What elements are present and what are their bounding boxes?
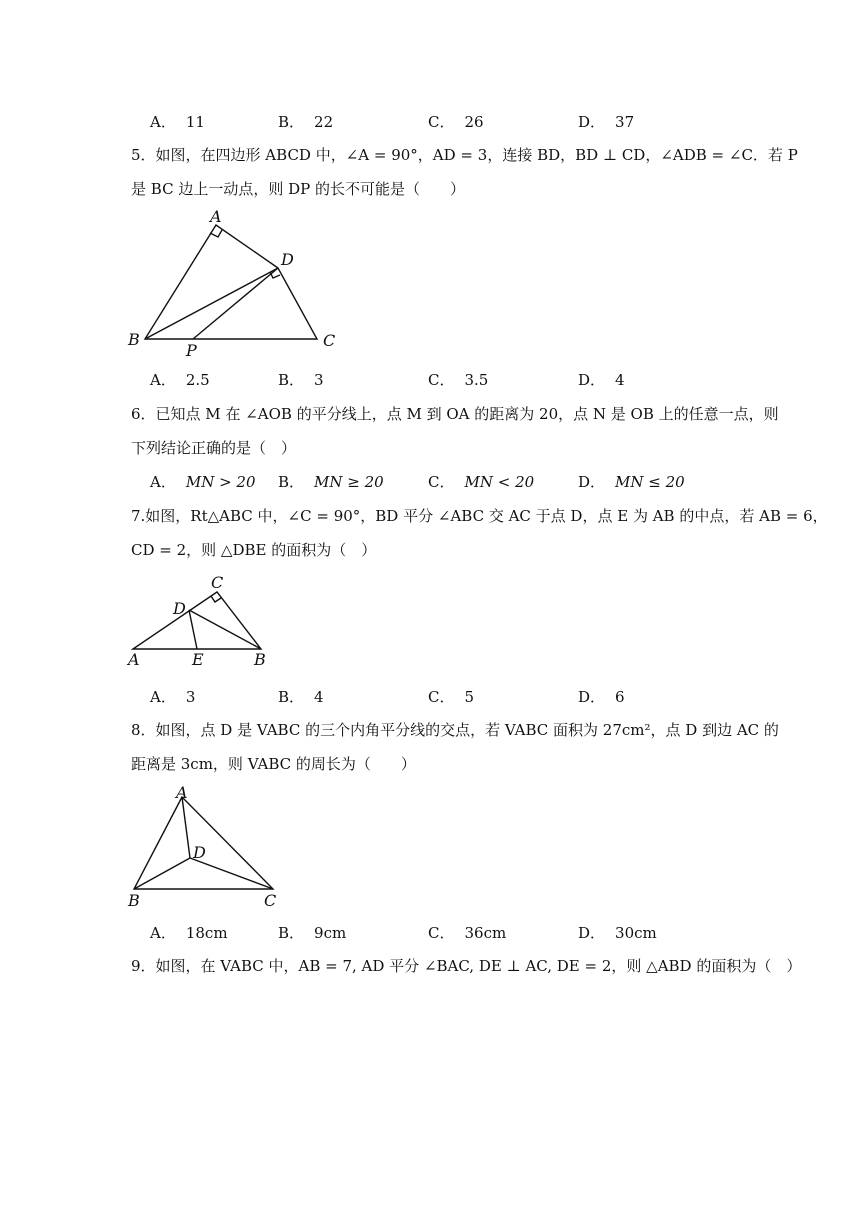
q7-option-a[interactable]: A． 3	[150, 688, 196, 706]
q5-option-d[interactable]: D． 4	[578, 371, 625, 389]
q6-option-c[interactable]: C． MN < 20	[428, 473, 535, 491]
q6-option-b[interactable]: B． MN ≥ 20	[278, 473, 384, 491]
q5-label-d: D	[281, 250, 294, 269]
q5-options	[150, 369, 790, 391]
q5-label-b: B	[128, 330, 140, 349]
q4-option-c[interactable]: C． 26	[428, 113, 484, 131]
q7-segment-bd	[189, 610, 261, 649]
q8-option-a[interactable]: A． 18cm	[150, 924, 228, 942]
q7-label-a: A	[128, 650, 140, 669]
q9-stem-line1: 9．如图，在 VABC 中，AB = 7, AD 平分 ∠BAC, DE ⊥ AC, DE = 2，则 △ABD 的面积为（ ）	[131, 957, 802, 975]
q5-quadrilateral	[145, 225, 317, 339]
q6-stem-line1: 6．已知点 M 在 ∠AOB 的平分线上，点 M 到 OA 的距离为 20，点 N 是 OB 上的任意一点，则	[131, 405, 779, 423]
q5-label-c: C	[323, 331, 336, 350]
q8-label-c: C	[264, 891, 277, 910]
q7-stem-line1: 7.如图，Rt△ABC 中，∠C = 90°，BD 平分 ∠ABC 交 AC 于点 D，点 E 为 AB 的中点，若 AB = 6，	[131, 507, 828, 525]
q8-figure	[126, 782, 291, 912]
q4-options	[150, 111, 790, 133]
q8-stem-line1: 8．如图，点 D 是 VABC 的三个内角平分线的交点，若 VABC 面积为 27cm²，点 D 到边 AC 的	[131, 721, 779, 739]
q5-option-b[interactable]: B． 3	[278, 371, 324, 389]
q8-options	[150, 922, 790, 944]
q6-option-a[interactable]: A． MN > 20	[150, 473, 256, 491]
q8-segment-cd	[190, 858, 273, 889]
q4-option-a[interactable]: A． 11	[150, 113, 205, 131]
q7-right-angle-c	[211, 596, 221, 602]
q6-options	[150, 471, 790, 493]
q7-label-e: E	[192, 650, 204, 669]
q8-label-d: D	[193, 843, 206, 862]
q5-segment-bd	[145, 268, 278, 339]
q4-option-b[interactable]: B． 22	[278, 113, 334, 131]
q7-option-b[interactable]: B． 4	[278, 688, 324, 706]
q7-label-c: C	[211, 573, 224, 592]
q8-label-a: A	[176, 783, 188, 802]
q7-label-b: B	[254, 650, 266, 669]
q7-triangle	[133, 592, 261, 649]
q6-option-d[interactable]: D． MN ≤ 20	[578, 473, 685, 491]
q5-option-c[interactable]: C． 3.5	[428, 371, 489, 389]
q8-label-b: B	[128, 891, 140, 910]
q5-segment-dp	[193, 268, 278, 339]
q7-stem-line2: CD = 2，则 △DBE 的面积为（ ）	[131, 541, 377, 559]
q8-stem-line2: 距离是 3cm，则 VABC 的周长为（ ）	[131, 755, 416, 773]
q7-option-c[interactable]: C． 5	[428, 688, 475, 706]
q5-label-p: P	[186, 341, 197, 360]
q5-label-a: A	[210, 207, 222, 226]
q5-option-a[interactable]: A． 2.5	[150, 371, 210, 389]
q7-label-d: D	[173, 599, 186, 618]
q8-option-b[interactable]: B． 9cm	[278, 924, 347, 942]
q5-figure	[126, 205, 346, 360]
q4-option-d[interactable]: D． 37	[578, 113, 635, 131]
q6-stem-line2: 下列结论正确的是（ ）	[131, 439, 297, 457]
q7-segment-de	[189, 610, 197, 649]
q8-segment-ad	[182, 797, 190, 858]
q7-figure	[126, 570, 276, 670]
q8-option-c[interactable]: C． 36cm	[428, 924, 507, 942]
q7-option-d[interactable]: D． 6	[578, 688, 625, 706]
q7-options	[150, 686, 790, 708]
q8-option-d[interactable]: D． 30cm	[578, 924, 657, 942]
q5-stem-line2: 是 BC 边上一动点，则 DP 的长不可能是（ ）	[131, 180, 465, 198]
q5-stem-line1: 5．如图，在四边形 ABCD 中，∠A = 90°，AD = 3，连接 BD，BD ⊥ CD，∠ADB = ∠C．若 P	[131, 146, 798, 164]
